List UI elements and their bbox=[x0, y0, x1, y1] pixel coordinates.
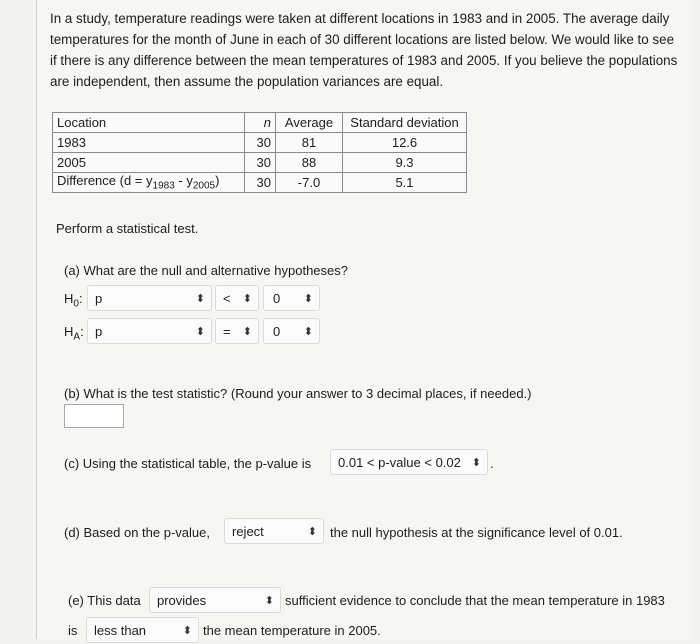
ha-param-select[interactable] bbox=[87, 318, 212, 344]
header-n: n bbox=[245, 113, 276, 133]
h0-label-main: H bbox=[64, 291, 74, 306]
row-sd: 5.1 bbox=[343, 173, 467, 193]
table-row bbox=[53, 153, 467, 173]
updown-icon: ⬍ bbox=[264, 595, 274, 607]
row-n: 30 bbox=[245, 173, 276, 193]
decision-selected: reject bbox=[232, 524, 264, 539]
ha-operator-value: = bbox=[223, 324, 231, 339]
updown-icon: ⬍ bbox=[182, 625, 192, 637]
h0-label-sub: 0 bbox=[73, 298, 79, 310]
row-location: 2005 bbox=[53, 153, 245, 173]
updown-icon: ⬍ bbox=[242, 326, 252, 338]
evidence-selected: provides bbox=[157, 593, 207, 608]
row-average: 81 bbox=[276, 133, 343, 153]
question-d-suffix: the null hypothesis at the significance level of 0.01. bbox=[330, 525, 623, 540]
h0-label: $H_0$: bbox=[64, 291, 83, 310]
h0-operator-select[interactable] bbox=[215, 285, 259, 311]
question-e: (e) This data bbox=[68, 593, 141, 608]
row-n: 30 bbox=[245, 153, 276, 173]
question-d: (d) Based on the p-value, bbox=[64, 525, 210, 540]
p-value-selected: 0.01 < p-value < 0.02 bbox=[338, 455, 461, 470]
diff-label-mid: - y bbox=[174, 173, 193, 189]
header-average: Average bbox=[276, 113, 343, 133]
h0-operator-value: < bbox=[223, 291, 231, 306]
row-location-difference bbox=[53, 173, 245, 193]
updown-icon: ⬍ bbox=[195, 293, 205, 305]
question-c-suffix: . bbox=[490, 456, 494, 471]
h0-param-select[interactable] bbox=[87, 285, 212, 311]
question-c bbox=[64, 456, 311, 471]
header-sd: Standard deviation bbox=[343, 113, 467, 133]
row-location: 1983 bbox=[53, 133, 245, 153]
problem-intro: In a study, temperature readings were taken at different locations in 1983 and in 2005. The average daily temperatures for the month of June in each of 30 different locations are listed below. We would like to see if there is any difference between the mean temperatures of 1983 and 2005. If you believe the populations are independent, then assume the population variances are equal. bbox=[50, 11, 678, 89]
updown-icon: ⬍ bbox=[242, 293, 252, 305]
h0-param-value: p bbox=[95, 291, 103, 306]
comparison-selected: less than bbox=[94, 623, 147, 638]
row-average: -7.0 bbox=[276, 173, 343, 193]
question-f-suffix: the mean temperature in 2005. bbox=[203, 623, 381, 638]
ha-label-sub: A bbox=[73, 331, 81, 343]
data-table bbox=[52, 112, 467, 193]
question-a: (a) What are the null and alternative hypotheses? bbox=[64, 263, 349, 278]
header-location: Location bbox=[53, 113, 245, 133]
updown-icon: ⬍ bbox=[471, 457, 481, 469]
question-c-text: (c) Using the statistical table, the p-value is bbox=[64, 456, 312, 471]
table-header-row bbox=[53, 113, 467, 133]
row-n: 30 bbox=[245, 133, 276, 153]
decision-select[interactable] bbox=[224, 518, 324, 544]
table-row bbox=[53, 133, 467, 153]
diff-sub-1983: 1983 bbox=[152, 180, 175, 192]
diff-label-prefix: Difference (d = y bbox=[57, 173, 153, 189]
row-average: 88 bbox=[276, 153, 343, 173]
question-b: (b) What is the test statistic? (Round your answer to 3 decimal places, if needed.) bbox=[64, 386, 532, 401]
diff-label-suffix: ) bbox=[215, 173, 220, 189]
h0-value: 0 bbox=[273, 291, 281, 306]
question-f: is bbox=[68, 623, 78, 638]
question-e-suffix: sufficient evidence to conclude that the mean temperature in 1983 bbox=[285, 593, 665, 608]
ha-value-select[interactable] bbox=[263, 318, 320, 344]
ha-value: 0 bbox=[273, 324, 281, 339]
ha-operator-select[interactable] bbox=[215, 318, 259, 344]
ha-param-value: p bbox=[95, 324, 103, 339]
updown-icon: ⬍ bbox=[303, 326, 313, 338]
ha-label-main: H bbox=[64, 324, 74, 339]
row-sd: 12.6 bbox=[343, 133, 467, 153]
test-statistic-input[interactable] bbox=[64, 404, 124, 428]
comparison-select[interactable] bbox=[86, 617, 199, 643]
table-row-difference bbox=[53, 173, 467, 193]
updown-icon: ⬍ bbox=[303, 293, 313, 305]
p-value-select[interactable] bbox=[330, 449, 488, 475]
evidence-select[interactable] bbox=[149, 587, 281, 613]
updown-icon: ⬍ bbox=[195, 326, 205, 338]
perform-instruction: Perform a statistical test. bbox=[56, 221, 199, 236]
row-sd: 9.3 bbox=[343, 153, 467, 173]
updown-icon: ⬍ bbox=[307, 526, 317, 538]
h0-value-select[interactable] bbox=[263, 285, 320, 311]
ha-label: $H_A$: bbox=[64, 324, 84, 343]
diff-sub-2005: 2005 bbox=[192, 180, 216, 192]
